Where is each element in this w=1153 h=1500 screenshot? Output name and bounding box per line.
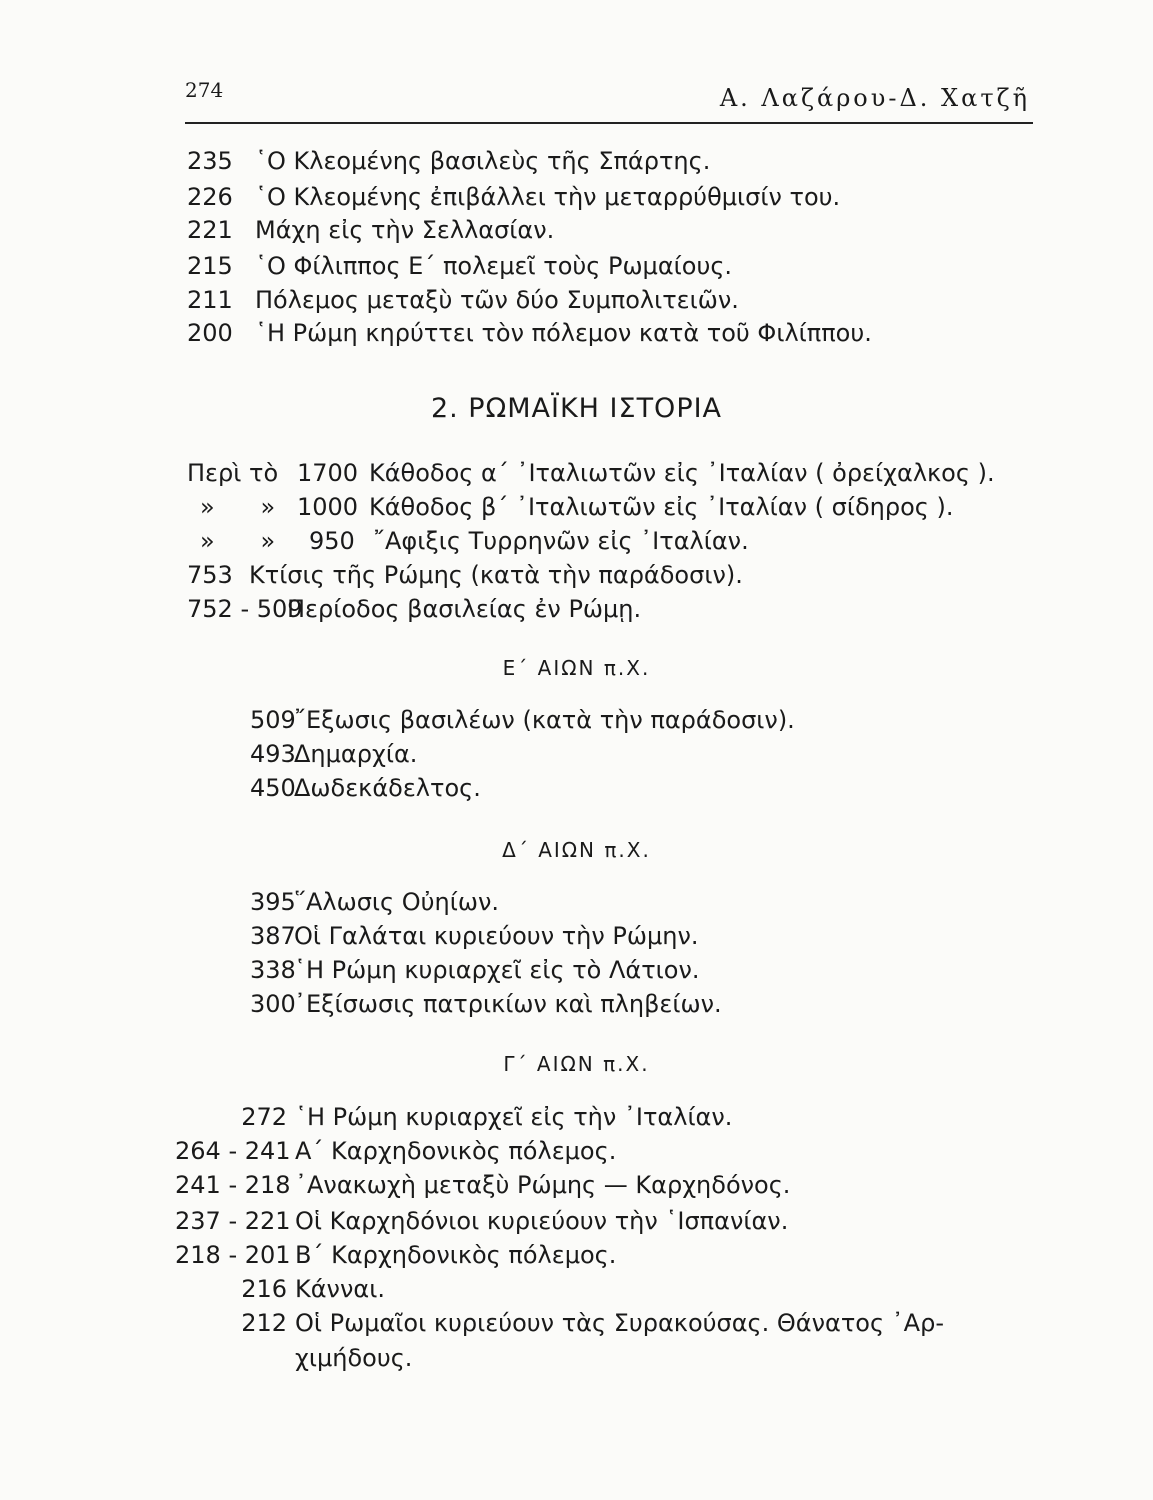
list-item bbox=[250, 989, 722, 1019]
entry-text: ᾽Ανακωχὴ μεταξὺ Ρώμης — Καρχηδόνος. bbox=[295, 1171, 791, 1199]
entry-prefix: Περὶ τὸ bbox=[187, 459, 279, 487]
list-item bbox=[250, 921, 699, 951]
list-item bbox=[187, 560, 743, 590]
entry-year: 753 bbox=[187, 561, 233, 589]
list-item bbox=[250, 887, 499, 917]
list-item bbox=[200, 526, 749, 556]
entry-text: Β΄ Καρχηδονικὸς πόλεμος. bbox=[295, 1241, 617, 1269]
list-item bbox=[250, 773, 481, 803]
list-item bbox=[175, 1206, 788, 1236]
entry-year: 221 bbox=[187, 216, 233, 244]
running-header-author: Α. Λαζάρου-Δ. Χατζῆ bbox=[719, 84, 1030, 112]
list-item bbox=[187, 182, 840, 212]
entry-text: ῾Η Ρώμη κηρύττει τὸν πόλεμον κατὰ τοῦ Φιλίππου. bbox=[255, 319, 872, 347]
entry-year: 272 bbox=[241, 1103, 287, 1131]
list-item bbox=[175, 1274, 385, 1304]
entry-year: 215 bbox=[187, 252, 233, 280]
entry-year: 264 - 241 bbox=[175, 1137, 291, 1165]
entry-text: Κάνναι. bbox=[295, 1275, 385, 1303]
list-item bbox=[200, 492, 953, 522]
entry-text: Α΄ Καρχηδονικὸς πόλεμος. bbox=[295, 1137, 617, 1165]
entry-year: 338 bbox=[250, 956, 296, 984]
entry-text: ῾Ο Κλεομένης βασιλεὺς τῆς Σπάρτης. bbox=[255, 147, 711, 175]
entry-text: ῾Η Ρώμη κυριαρχεῖ εἰς τὸ Λάτιον. bbox=[294, 956, 700, 984]
entry-year: 212 bbox=[241, 1309, 287, 1337]
list-item bbox=[187, 215, 554, 245]
entry-year: 200 bbox=[187, 319, 233, 347]
list-item bbox=[250, 705, 795, 735]
entry-text: Περίοδος βασιλείας ἐν Ρώμῃ. bbox=[287, 595, 642, 623]
entry-prefix: » » bbox=[200, 527, 276, 555]
entry-text: ῎Εξωσις βασιλέων (κατὰ τὴν παράδοσιν). bbox=[294, 706, 795, 734]
entry-continuation: χιμήδους. bbox=[295, 1344, 413, 1372]
list-item bbox=[175, 1102, 732, 1132]
list-item bbox=[250, 955, 699, 985]
list-item bbox=[175, 1308, 944, 1338]
section-title: 2. ΡΩΜΑΪΚΗ ΙΣΤΟΡΙΑ bbox=[430, 393, 723, 424]
entry-text: Κτίσις τῆς Ρώμης (κατὰ τὴν παράδοσιν). bbox=[249, 561, 743, 589]
entry-text: Δωδεκάδελτος. bbox=[294, 774, 481, 802]
page-number: 274 bbox=[185, 78, 224, 102]
entry-year: 1000 bbox=[297, 493, 359, 521]
entry-year: 395 bbox=[250, 888, 296, 916]
list-item bbox=[187, 318, 872, 348]
entry-text: ῾Ο Κλεομένης ἐπιβάλλει τὴν μεταρρύθμισίν του. bbox=[255, 183, 841, 211]
entry-text: Κάθοδος α΄ ᾽Ιταλιωτῶν εἰς ᾽Ιταλίαν ( ὀρείχαλκος ). bbox=[369, 459, 995, 487]
entry-year: 218 - 201 bbox=[175, 1241, 291, 1269]
entry-year: 211 bbox=[187, 286, 233, 314]
list-item bbox=[175, 1136, 616, 1166]
list-item bbox=[175, 1170, 790, 1200]
list-item bbox=[187, 251, 732, 281]
header-rule bbox=[185, 122, 1033, 124]
entry-year: 450 bbox=[250, 774, 296, 802]
entry-year: 509 bbox=[250, 706, 296, 734]
entry-text: Κάθοδος β΄ ᾽Ιταλιωτῶν εἰς ᾽Ιταλίαν ( σίδηρος ). bbox=[369, 493, 954, 521]
entry-text: ῎Αφιξις Τυρρηνῶν εἰς ᾽Ιταλίαν. bbox=[373, 527, 749, 555]
list-item bbox=[250, 739, 417, 769]
list-item bbox=[187, 594, 641, 624]
entry-text: Οἱ Καρχηδόνιοι κυριεύουν τὴν ῾Ισπανίαν. bbox=[295, 1207, 789, 1235]
entry-text: Μάχη εἰς τὴν Σελλασίαν. bbox=[255, 216, 555, 244]
entry-text: Οἱ Γαλάται κυριεύουν τὴν Ρώμην. bbox=[294, 922, 699, 950]
list-item bbox=[175, 1240, 616, 1270]
century-heading: Γ΄ ΑΙΩΝ π.Χ. bbox=[503, 1052, 650, 1076]
century-heading: Ε΄ ΑΙΩΝ π.Χ. bbox=[502, 656, 651, 680]
list-item bbox=[187, 458, 995, 488]
entry-text: ᾽Εξίσωσις πατρικίων καὶ πληβείων. bbox=[294, 990, 722, 1018]
century-heading: Δ΄ ΑΙΩΝ π.Χ. bbox=[502, 838, 651, 862]
list-item bbox=[187, 285, 739, 315]
entry-text: Δημαρχία. bbox=[294, 740, 418, 768]
entry-year: 216 bbox=[241, 1275, 287, 1303]
entry-text: ῾Ο Φίλιππος Ε΄ πολεμεῖ τοὺς Ρωμαίους. bbox=[255, 252, 733, 280]
entry-year: 241 - 218 bbox=[175, 1171, 291, 1199]
entry-year: 493 bbox=[250, 740, 296, 768]
entry-text: Πόλεμος μεταξὺ τῶν δύο Συμπολιτειῶν. bbox=[255, 286, 739, 314]
entry-year: 387 bbox=[250, 922, 296, 950]
list-item bbox=[187, 146, 710, 176]
entry-year: 1700 bbox=[297, 459, 359, 487]
entry-year: 235 bbox=[187, 147, 233, 175]
entry-text: ῾Η Ρώμη κυριαρχεῖ εἰς τὴν ᾽Ιταλίαν. bbox=[295, 1103, 733, 1131]
entry-year: 226 bbox=[187, 183, 233, 211]
entry-year: 300 bbox=[250, 990, 296, 1018]
entry-year: 950 bbox=[309, 527, 355, 555]
entry-text: ῞Αλωσις Οὐηίων. bbox=[294, 888, 500, 916]
entry-text: Οἱ Ρωμαῖοι κυριεύουν τὰς Συρακούσας. Θάνατος ᾽Αρ- bbox=[295, 1309, 944, 1337]
entry-prefix: » » bbox=[200, 493, 276, 521]
entry-year: 237 - 221 bbox=[175, 1207, 291, 1235]
entry-year: 752 - 509 bbox=[187, 595, 303, 623]
